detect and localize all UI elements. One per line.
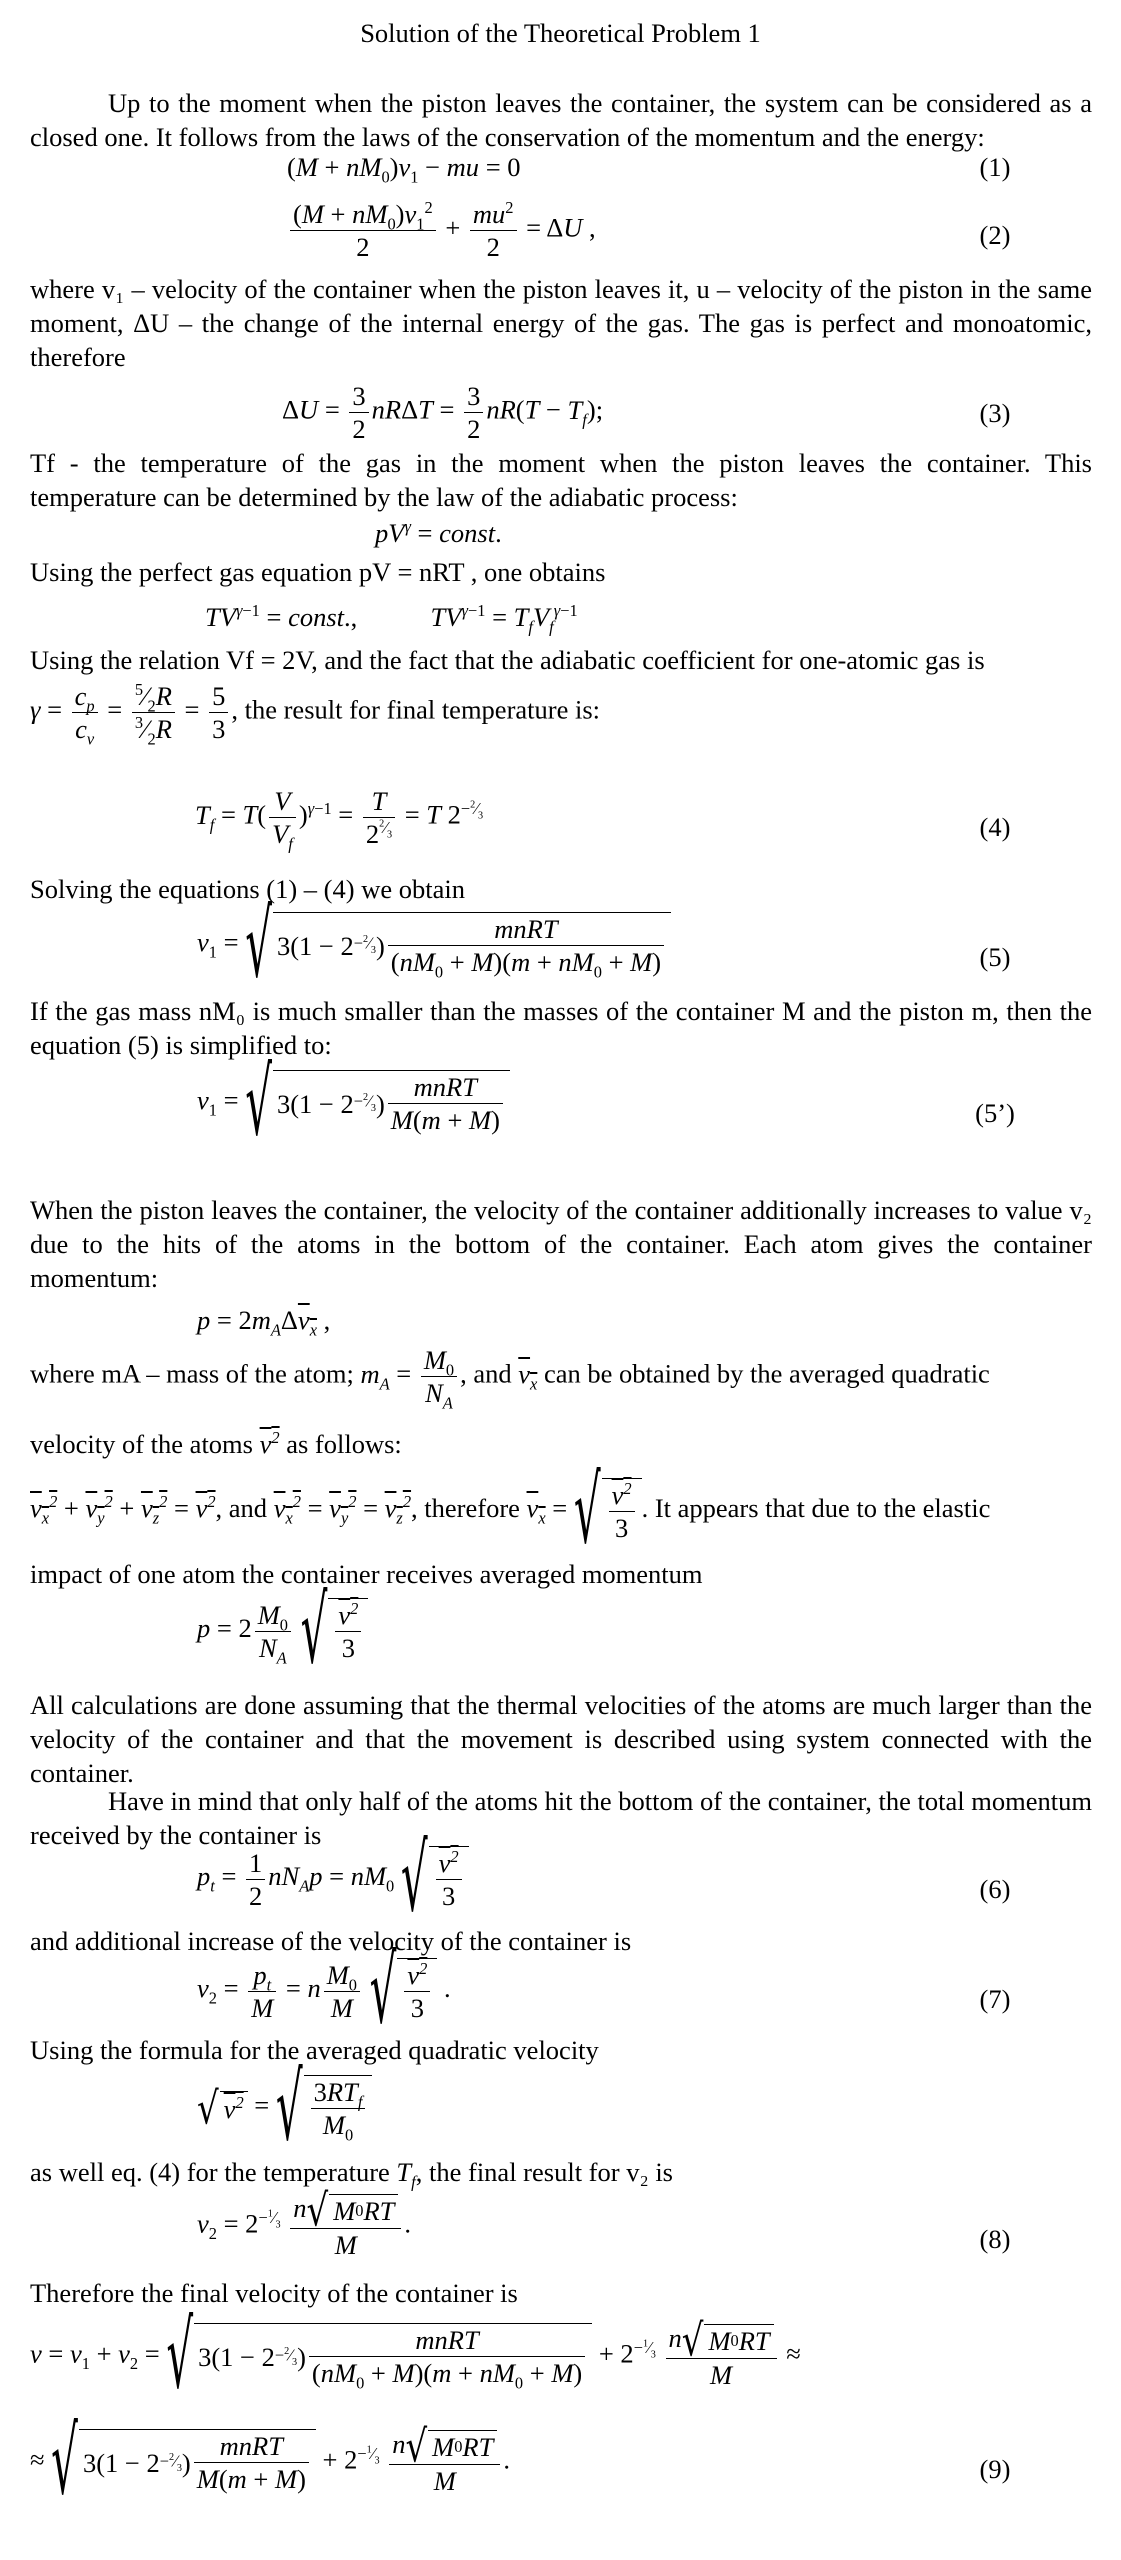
equation-number: (9) (979, 2454, 1011, 2484)
equation-8: $v_2 = 2^{-^1⁄_3}$ n √ M 0 RT M . (197, 2184, 412, 2260)
paragraph-assumptions: All calculations are done assuming that the thermal velocities of the atoms are much larger than the velocity of the container and that the movement is described using system connected with the container. (30, 1690, 1092, 1788)
adiabatic-coefficient: γ = $\frac{c_p}{c_v}$ = $\frac{^5⁄_2R}{^3⁄_2R}$ = $\frac{5}{3}$ , the result for final temperature is: (30, 680, 601, 749)
equation-number: (4) (979, 812, 1011, 842)
paragraph-additional-increase: and additional increase of the velocity of the container is (30, 1926, 632, 1956)
equation-6: $p_t$ = $\frac{1}{2}$ $nN_Ap = nM_0$ √ $\frac{v^2}{3}$ (197, 1846, 469, 1912)
equation-2: $\frac{(M + nM_0)v_1^2}{2}$ + $\frac{mu^2}{2}$ = ΔU , (287, 198, 596, 263)
paragraph-final-velocity: Therefore the final velocity of the container is (30, 2278, 518, 2308)
text-fragment: velocity of the atoms (30, 1429, 253, 1459)
text-fragment: , and (460, 1358, 512, 1389)
adiabatic-relations: $TV^{\gamma-1}$ = const., $TV^{\gamma-1} = T_fV_f^{\gamma-1}$ (205, 601, 578, 637)
equation-number: (5) (979, 942, 1011, 972)
text-fragment: as well eq. (4) for the temperature (30, 2157, 390, 2187)
quadratic-velocity-line: velocity of the atoms $v^2$ as follows: (30, 1428, 402, 1459)
equation-number: (7) (979, 1984, 1011, 2014)
atom-momentum-equation: $p = 2m_A\Delta v_x$ , (197, 1305, 331, 1340)
quadratic-velocity-formula: √ $v^2$ = √ $\frac{3RT_f}{M_0}$ (197, 2075, 372, 2141)
equation-number: (8) (979, 2224, 1011, 2254)
equation-number: (5’) (975, 1098, 1015, 1128)
paragraph-half-atoms: Have in mind that only half of the atoms hit the bottom of the container, the total momentum received by the container is (30, 1786, 1092, 1850)
paragraph-gas-equation: Using the perfect gas equation pV = nRT , one obtains (30, 557, 606, 587)
averaged-momentum-equation: p = 2 $\frac{M_0}{N_A}$ √ $\frac{v^2}{3}$ (197, 1598, 368, 1664)
paragraph-simplification: If the gas mass nM₀ is much smaller than the masses of the container M and the piston m, then the equation (5) is simplified to: (30, 996, 1092, 1060)
text-fragment: can be obtained by the averaged quadratic (543, 1358, 990, 1389)
equation-9-line-1: $v = v_1 + v_2$ = √ 3(1 − 2 $-^2⁄_3$ ) $\frac{\text{mnRT}}{(nM_0 + M)(m + nM_0 + M)}$ + $2^{-^1⁄_3}$ n √ M 0 RT M ≈ (30, 2301, 801, 2410)
temperature-reference-line: as well eq. (4) for the temperature $T_f$, the final result for v₂ is (30, 2157, 673, 2192)
equation-5-prime: $v_1$ = √ 3(1 − 2 $-^2⁄_3$ ) $\frac{\text{mnRT}}{M(m + M)}$ (197, 1070, 510, 1136)
equation-number: (1) (979, 152, 1011, 182)
equation-3: ΔU = $\frac{3}{2}$ nRΔT = $\frac{3}{2}$ $nR(T - T_f)$; (282, 381, 604, 444)
text-fragment: . It appears that due to the elastic (641, 1493, 991, 1524)
text-fragment: where mA – mass of the atom; (30, 1358, 354, 1389)
equation-1: $(M + nM_0)v_1$ − mu = 0 (287, 152, 521, 187)
velocity-components-line: $v_x^2 + v_y^2 + v_z^2 = v^2$, and $v_x^2 = v_y^2 = v_z^2$, therefore $v_x$ = √ $\frac{v^2}{3}$ . It appears that due to the elastic (30, 1456, 991, 1564)
paragraph-solving: Solving the equations (1) – (4) we obtain (30, 874, 465, 904)
text-fragment: , the final result for v₂ is (415, 2157, 673, 2187)
final-temperature-intro: , the result for final temperature is: (231, 694, 601, 725)
paragraph-temperature: Tf - the temperature of the gas in the moment when the piston leaves the container. This temperature can be determined by the law of the adiabatic process: (30, 448, 1092, 512)
intro-paragraph: Up to the moment when the piston leaves the container, the system can be considered as a closed one. It follows from the laws of the conservation of the momentum and the energy: (30, 88, 1092, 152)
page-title: Solution of the Theoretical Problem 1 (360, 18, 761, 48)
paragraph-piston-leaves: When the piston leaves the container, the velocity of the container additionally increases to value v₂ due to the hits of the atoms in the bottom of the container. Each atom gives the container momentum: (30, 1195, 1092, 1293)
paragraph-quadratic-formula: Using the formula for the averaged quadratic velocity (30, 2035, 599, 2065)
equation-number: (6) (979, 1874, 1011, 1904)
text-fragment: , and (215, 1493, 268, 1524)
equation-number: (3) (979, 398, 1011, 428)
atom-mass-line: where mA – mass of the atom; $m_A$ = $\frac{M_0}{N_A}$ , and $v_x$ can be obtained by the averaged quadratic (30, 1345, 990, 1413)
equation-4: $T_f = T$( $\frac{V}{V_f}$ )$^{\gamma-1}$ = $\frac{T}{2^{^2⁄_3}}$ = T $2^{-^2⁄_3}$ (195, 786, 484, 854)
text-fragment: as follows: (286, 1429, 402, 1459)
adiabatic-law: $pV^\gamma$ = const. (375, 517, 502, 548)
text-fragment: , therefore (411, 1493, 520, 1524)
paragraph-elastic-impact: impact of one atom the container receives averaged momentum (30, 1559, 703, 1589)
equation-9-line-2: ≈ √ 3(1 − 2 $-^2⁄_3$ ) $\frac{\text{mnRT}}{M(m + M)}$ + $2^{-^1⁄_3}$ n √ M 0 RT M . (30, 2407, 510, 2516)
equation-7: $v_2$ = $\frac{p_t}{M}$ = n $\frac{M_0}{M}$ √ $\frac{v^2}{3}$ . (197, 1936, 451, 2044)
equation-5: $v_1$ = √ 3(1 − 2 $-^2⁄_3$ ) $\frac{\text{mnRT}}{(nM_0 + M)(m + nM_0 + M)}$ (197, 912, 671, 978)
paragraph-variables: where v₁ – velocity of the container when the piston leaves it, u – velocity of the piston in the same moment, ΔU – the change of the internal energy of the gas. The gas is perfect and monoatomic, therefore (30, 274, 1092, 372)
paragraph-relation: Using the relation Vf = 2V, and the fact that the adiabatic coefficient for one-atomic gas is (30, 645, 985, 675)
equation-number: (2) (979, 220, 1011, 250)
